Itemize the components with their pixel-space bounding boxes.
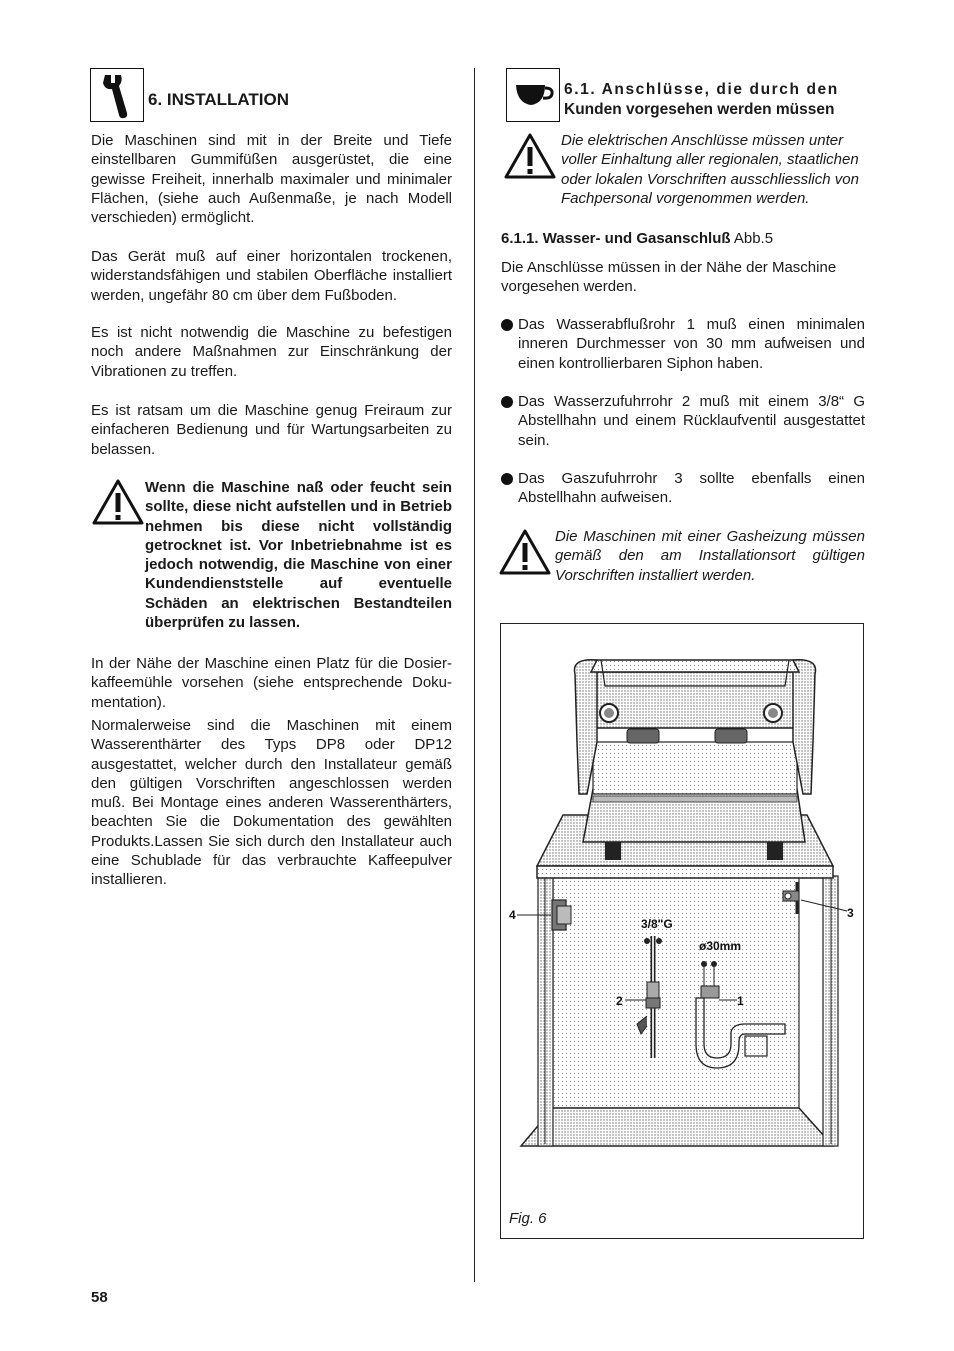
bullet-icon (501, 473, 513, 485)
label-1: 1 (737, 994, 744, 1008)
list-item (501, 392, 865, 450)
figure-caption: Fig. 6 (509, 1210, 547, 1227)
label-3: 3 (847, 906, 854, 920)
paragraph-5: In der Nähe der Maschine einen Platz für die Dosier-kaffeemühle vorsehen (siehe entsprechende Doku-mentation). (91, 655, 452, 711)
intro-paragraph: Die Anschlüsse müssen in der Nähe der Maschine vorgesehen werden. (501, 259, 837, 296)
bullet-icon (501, 396, 513, 408)
figure-frame (500, 623, 864, 1239)
label-2: 2 (616, 994, 623, 1008)
subsection-title-line-1: 6.1. Anschlüsse, die durch den (564, 81, 839, 98)
sub-subsection-title (501, 230, 773, 247)
list-item-text: Das Wasserzufuhrrohr 2 muß mit einem 3/8“ G Abstellhahn und einem Rücklaufventil ausgestattet sein. (518, 393, 865, 449)
list-item-text: Das Wasserabflußrohr 1 muß einen minimalen inneren Durchmesser von 30 mm aufweisen und einen kontrollierbaren Siphon haben. (518, 316, 865, 372)
subsection-title (564, 80, 864, 120)
paragraph-1: Die Maschinen sind mit in der Breite und Tiefe einstellbaren Gummifüßen ausgerüstet, die eine gewisse Freiheit, innerhalb maximaler und minimaler Flächen, (siehe auch Außenmaße, je nach Modell verschieden) ermöglicht. (91, 132, 452, 227)
list-item-text: Das Gaszufuhrrohr 3 sollte ebenfalls einen Abstellhahn aufweisen. (518, 470, 865, 507)
warning-text-gas: Die Maschinen mit einer Gasheizung müssen gemäß den am Installationsort gültigen Vorschriften installiert werden. (555, 528, 865, 584)
installation-drawing (501, 624, 863, 1238)
column-divider (474, 68, 475, 1282)
warning-text-electrical: Die elektrischen Anschlüsse müssen unter voller Einhaltung aller regionalen, staatlichen oder lokalen Vorschriften ausschliesslich von Fachpersonal vorgenommen werden. (561, 132, 859, 207)
label-diameter: ø30mm (699, 939, 742, 953)
warning-triangle-icon (91, 478, 145, 531)
paragraph-3: Es ist nicht notwendig die Maschine zu befestigen noch andere Maßnahmen zur Einschränkung der Vibrationen zu treffen. (91, 324, 452, 380)
bullet-icon (501, 319, 513, 331)
cup-icon-box (506, 68, 560, 122)
sub-subsection-title-bold: 6.1.1. Wasser- und Gasanschluß (501, 230, 731, 247)
label-thread-size: 3/8"G (641, 917, 673, 931)
warning-triangle-icon (503, 132, 557, 185)
subsection-title-line-2: Kunden vorgesehen werden müssen (564, 101, 835, 118)
paragraph-6: Normalerweise sind die Maschinen mit einem Wasserenthärter des Typs DP8 oder DP12 ausgestattet, welcher durch den Installateur gemäß den gültigen Vorschriften angeschlossen werden muß. Bei Montage eines anderen Wasserenthärters, beachten Sie die Dokumentation des gewählten Produkts.Lassen Sie sich durch den Installateur auch eine Schublade für das verbrauchte Kaffeepulver installieren. (91, 717, 452, 889)
countertop-edge (537, 866, 833, 878)
label-4: 4 (509, 908, 516, 922)
warning-triangle-icon (498, 528, 552, 581)
cabinet-back-wall (553, 876, 799, 1108)
cabinet-floor (521, 1108, 833, 1146)
installation-icon-box (90, 68, 144, 122)
paragraph-4: Es ist ratsam um die Maschine genug Freiraum zur einfacheren Bedienung und für Wartungsarbeiten zu belassen. (91, 402, 452, 458)
wrench-icon (91, 69, 143, 121)
coffee-cup-icon (507, 69, 559, 121)
page-number: 58 (91, 1289, 108, 1306)
figure-reference: Abb.5 (730, 230, 774, 247)
list-item (501, 469, 865, 508)
warning-text-moisture: Wenn die Maschine naß oder feucht sein sollte, diese nicht aufstellen und in Betrieb nehmen bis diese nicht vollständig getrocknet ist. Vor Inbetriebnahme ist es jedoch notwendig, die Maschine von einer Kundendienststelle auf eventuelle Schäden an elektrischen Bestandteilen überprüfen zu lassen. (145, 479, 452, 632)
paragraph-2: Das Gerät muß auf einer horizontalen trockenen, widerstandsfähigen und stabilen Oberfläche installiert werden, ungefähr 80 cm über dem Fußboden. (91, 248, 452, 304)
list-item (501, 315, 865, 373)
section-title: 6. INSTALLATION (148, 90, 290, 109)
